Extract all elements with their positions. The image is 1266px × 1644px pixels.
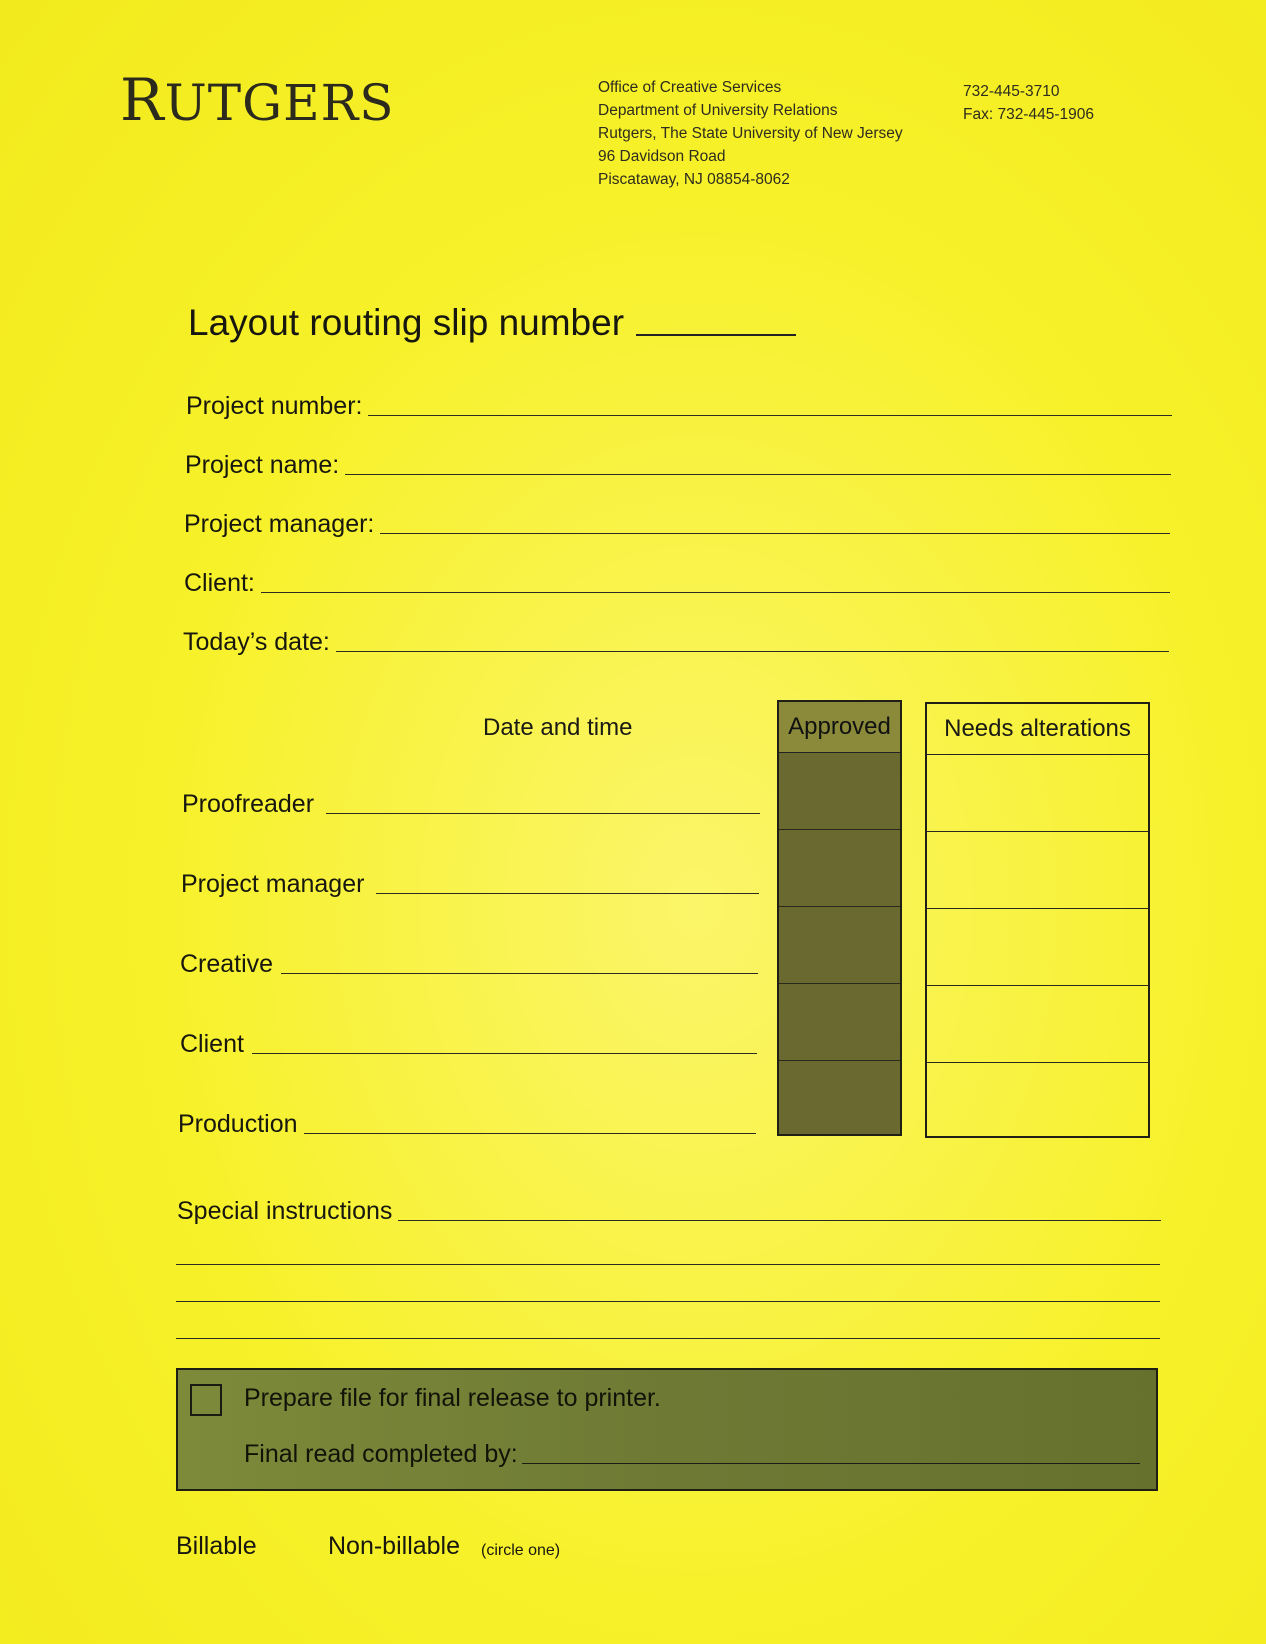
- routing-row-date-input[interactable]: [281, 973, 758, 974]
- final-release-label: Prepare file for final release to printer.: [244, 1384, 661, 1412]
- routing-row-date-input[interactable]: [304, 1133, 756, 1134]
- needs-alterations-cell[interactable]: [927, 986, 1148, 1063]
- routing-row-date-input[interactable]: [376, 893, 759, 894]
- needs-alterations-column: [925, 702, 1150, 1138]
- project-manager-field: [184, 510, 1170, 539]
- project-number-field: [186, 392, 1172, 421]
- billable-option[interactable]: Billable: [176, 1532, 257, 1560]
- contact-info: [963, 80, 1094, 126]
- approved-cell[interactable]: [779, 1061, 900, 1138]
- routing-row-date-input[interactable]: [326, 813, 760, 814]
- circle-one-note: (circle one): [481, 1542, 561, 1559]
- final-read-input[interactable]: [522, 1463, 1140, 1464]
- approved-cell[interactable]: [779, 907, 900, 984]
- final-release-box: [176, 1368, 1158, 1491]
- todays-date-input[interactable]: [336, 651, 1169, 652]
- routing-row-label: Client: [180, 1030, 244, 1058]
- routing-row-label: Project manager: [181, 870, 365, 898]
- routing-row-label: Creative: [180, 950, 274, 978]
- approved-cell[interactable]: [779, 753, 900, 830]
- routing-row-date-input[interactable]: [252, 1053, 757, 1054]
- routing-row-project-manager: [181, 870, 759, 899]
- fax-number: Fax: 732-445-1906: [963, 106, 1094, 123]
- project-number-label: Project number:: [186, 392, 363, 420]
- date-time-header: Date and time: [483, 714, 633, 741]
- needs-alterations-cell[interactable]: [927, 909, 1148, 986]
- non-billable-option[interactable]: Non-billable: [328, 1532, 461, 1560]
- project-number-input[interactable]: [368, 415, 1172, 416]
- approved-cell[interactable]: [779, 984, 900, 1061]
- title-text: Layout routing slip number: [188, 302, 625, 343]
- routing-row-creative: [180, 950, 758, 979]
- address-line: 96 Davidson Road: [598, 148, 726, 165]
- project-name-label: Project name:: [185, 451, 340, 479]
- todays-date-label: Today’s date:: [183, 628, 330, 656]
- final-read-label: Final read completed by:: [244, 1440, 518, 1468]
- todays-date-field: [183, 628, 1169, 657]
- special-instructions-input[interactable]: [398, 1220, 1161, 1221]
- final-release-checkbox[interactable]: [190, 1384, 222, 1416]
- special-instructions-line[interactable]: [176, 1338, 1160, 1339]
- routing-row-production: [178, 1110, 756, 1139]
- project-manager-label: Project manager:: [184, 510, 375, 538]
- needs-alterations-header: Needs alterations: [927, 704, 1148, 755]
- approved-column: [777, 700, 902, 1136]
- project-name-input[interactable]: [345, 474, 1171, 475]
- routing-row-client: [180, 1030, 757, 1059]
- routing-row-proofreader: [182, 790, 760, 819]
- project-manager-input[interactable]: [380, 533, 1170, 534]
- address-line: Rutgers, The State University of New Jersey: [598, 125, 903, 142]
- needs-alterations-cell[interactable]: [927, 832, 1148, 909]
- phone-number: 732-445-3710: [963, 83, 1060, 100]
- page-title: [188, 302, 796, 344]
- special-instructions-line[interactable]: [176, 1301, 1160, 1302]
- address-line: Piscataway, NJ 08854-8062: [598, 171, 790, 188]
- needs-alterations-cell[interactable]: [927, 755, 1148, 832]
- approved-header: Approved: [779, 702, 900, 753]
- rutgers-logo: RUTGERS: [120, 66, 395, 134]
- address-line: Office of Creative Services: [598, 79, 782, 96]
- special-instructions-line[interactable]: [176, 1264, 1160, 1265]
- client-input[interactable]: [261, 592, 1170, 593]
- needs-alterations-cell[interactable]: [927, 1063, 1148, 1140]
- client-field: [184, 569, 1170, 598]
- project-name-field: [185, 451, 1171, 480]
- approved-cell[interactable]: [779, 830, 900, 907]
- special-instructions-label: Special instructions: [177, 1197, 393, 1225]
- client-label: Client:: [184, 569, 255, 597]
- special-instructions-field: [177, 1197, 1161, 1226]
- final-read-field: [244, 1440, 1140, 1469]
- slip-number-blank[interactable]: [636, 334, 796, 336]
- routing-row-label: Proofreader: [182, 790, 315, 818]
- office-address: [598, 76, 903, 191]
- address-line: Department of University Relations: [598, 102, 838, 119]
- routing-row-label: Production: [178, 1110, 298, 1138]
